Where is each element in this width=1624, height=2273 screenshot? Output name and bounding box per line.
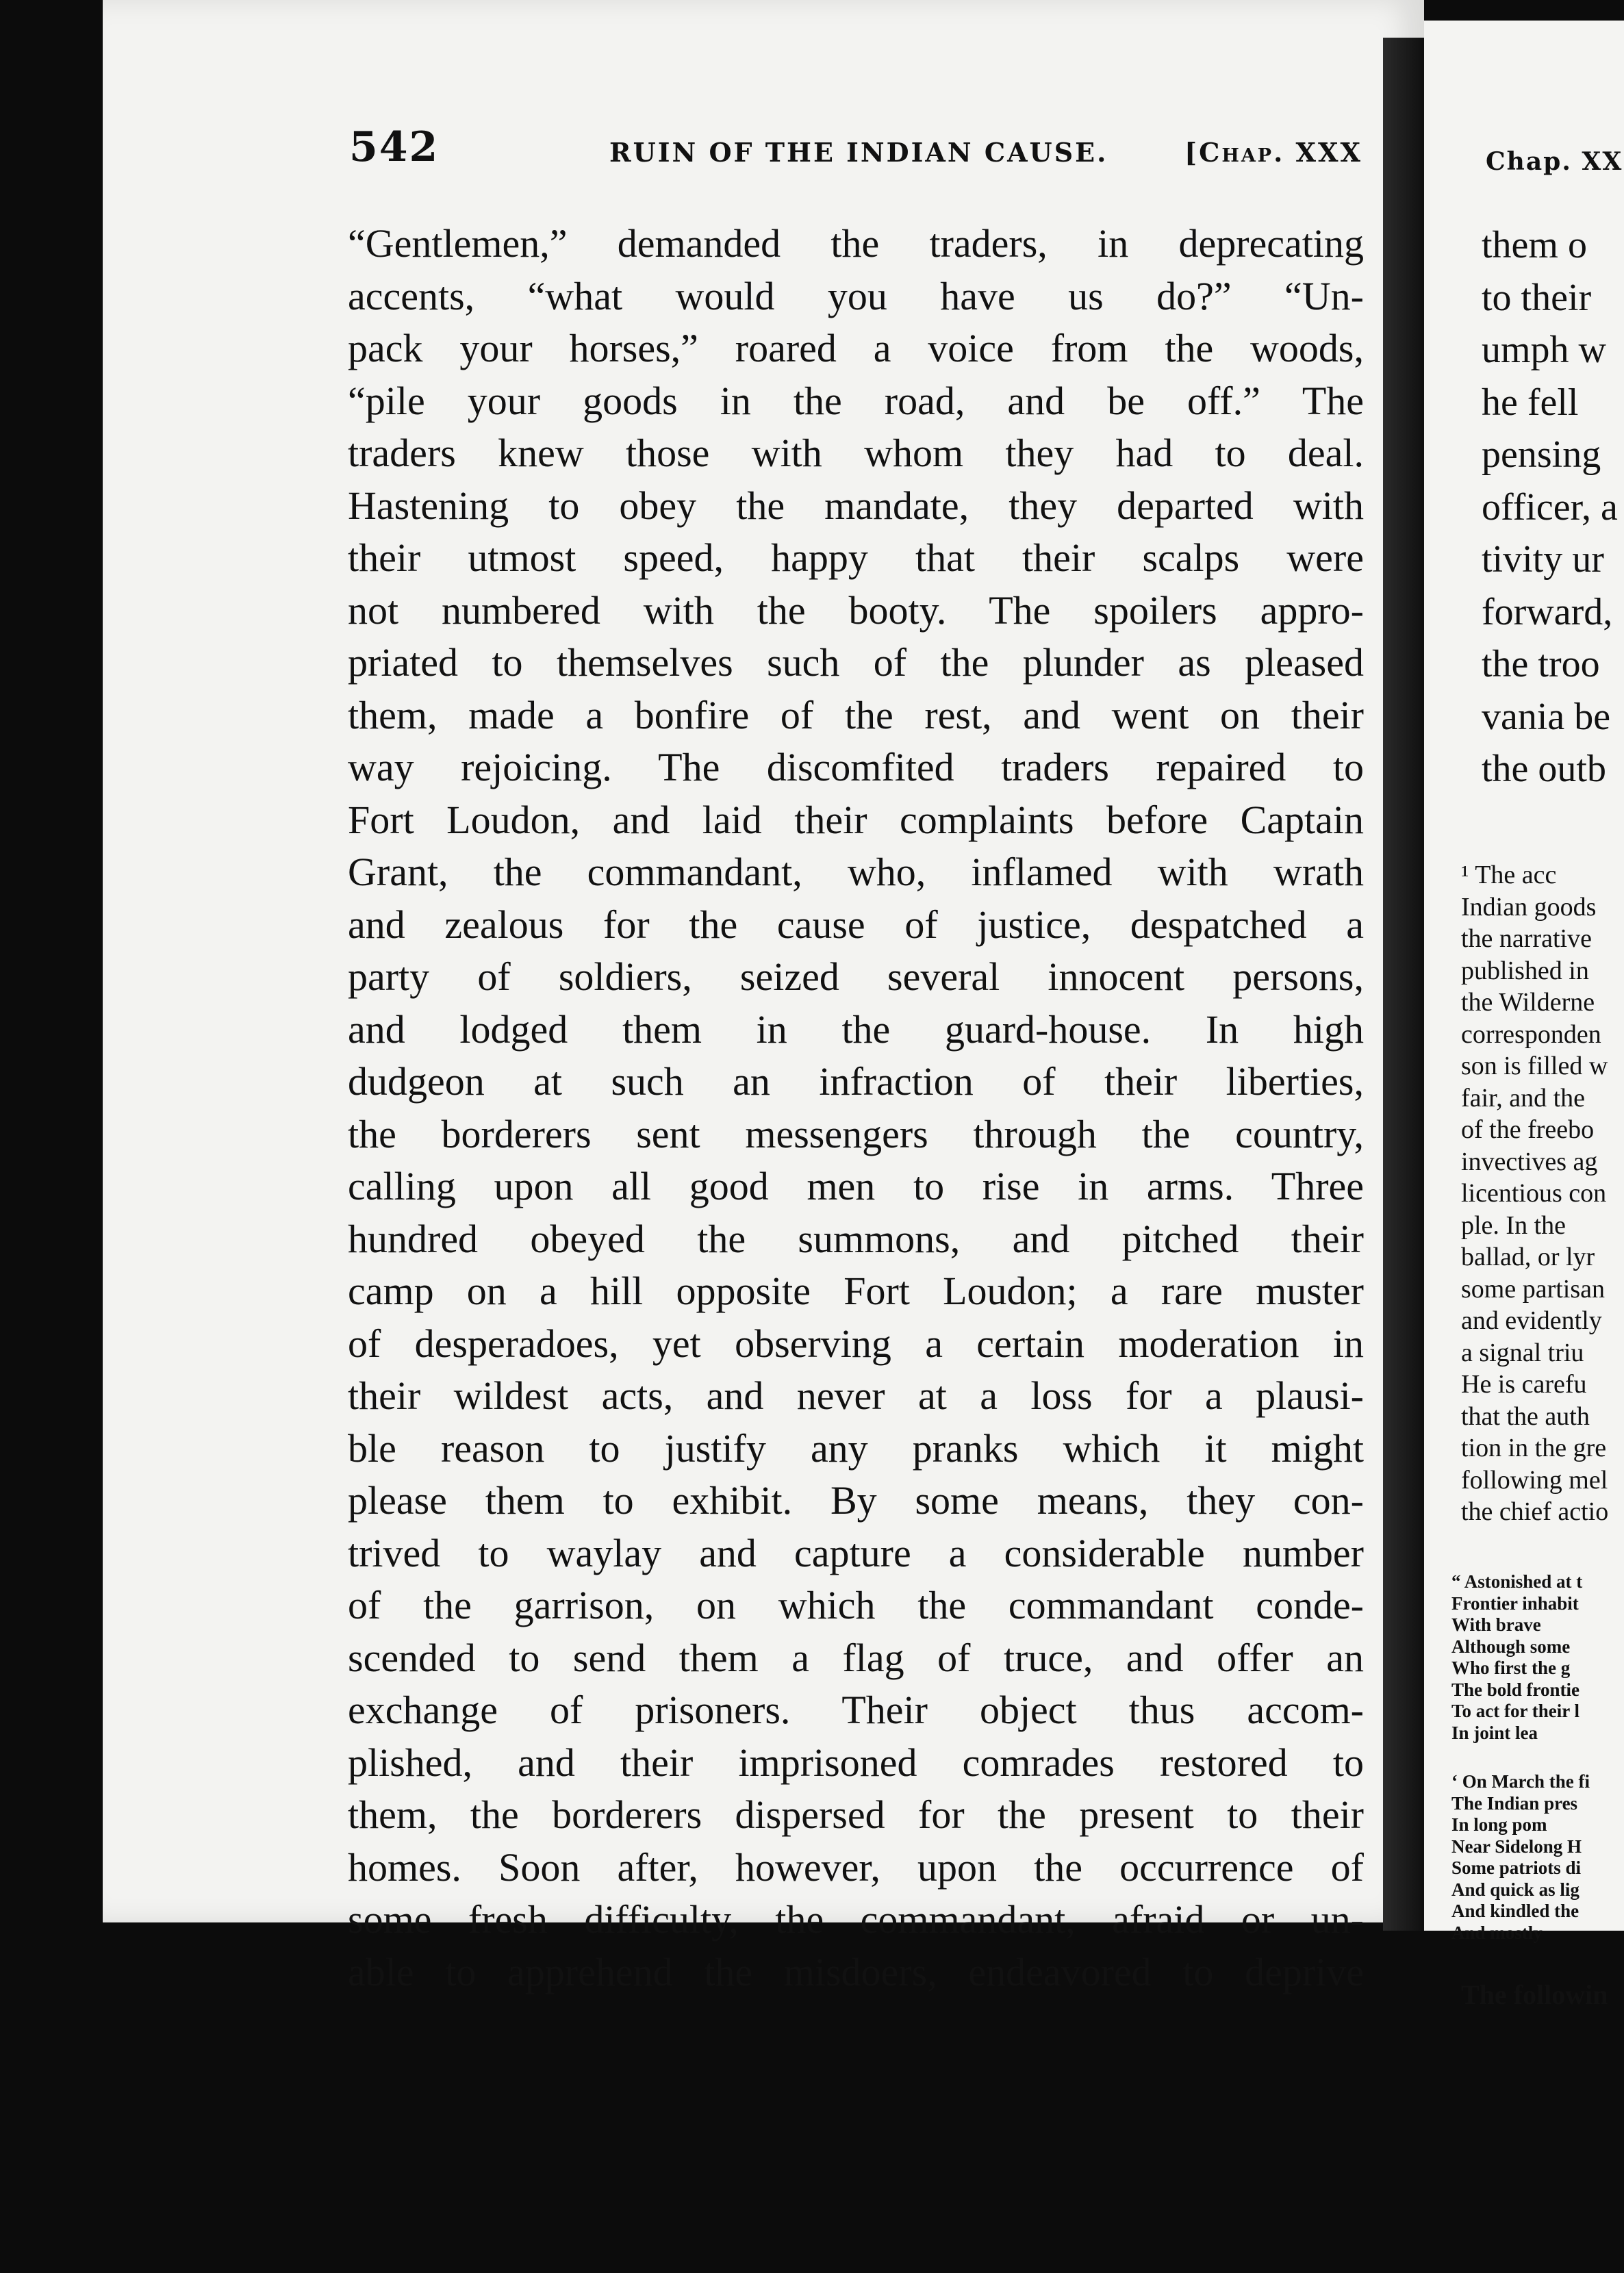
footnote-line: fair, and the [1461,1083,1586,1113]
text-line: calling upon all good men to rise in arms. Three [348,1164,1364,1208]
verse-line: In joint lea [1451,1722,1538,1743]
text-line: Grant, the commandant, who, inflamed with wrath [348,850,1364,894]
verse-line: “ Astonished at t [1451,1571,1583,1592]
footnote-line: ballad, or lyr [1461,1243,1595,1271]
text-line: some fresh difficulty, the commandant, afraid or un- [348,1897,1364,1942]
text-line: plished, and their imprisoned comrades restored to [348,1740,1364,1785]
verse-line: And mostly [1451,1922,1543,1943]
text-line: traders knew those with whom they had to deal. [348,431,1364,475]
verse-line: With brave [1451,1614,1541,1635]
verse-gap [1451,1744,1590,1771]
footnote-line: published in [1461,956,1589,985]
footnote-line: ple. In the [1461,1210,1566,1240]
text-line: their wildest acts, and never at a loss for a plausi- [348,1373,1364,1418]
footnote-line: the narrative [1461,924,1592,953]
text-line: scended to send them a flag of truce, and offer an [348,1635,1364,1680]
text-line: and zealous for the cause of justice, despatched a [348,902,1364,947]
right-page-body [1482,219,1618,796]
text-line: them, made a bonfire of the rest, and went on their [348,692,1364,737]
footnote-line: corresponden [1461,1019,1601,1049]
page-header [349,123,1362,178]
text-line: homes. Soon after, however, upon the occurrence of [348,1844,1364,1890]
footnote-line: Indian goods [1461,892,1597,922]
text-line: way rejoicing. The discomfited traders repaired to [348,745,1364,789]
footnote-line: the chief actio [1461,1497,1609,1526]
text-line: able to apprehend the misdoers, endeavored to deprive [348,1949,1364,1994]
text-line: Fort Loudon, and laid their complaints before Captain [348,797,1364,842]
footnote-line: tion in the gre [1461,1434,1607,1462]
right-page-text-line: umph w [1482,329,1606,371]
text-line: them, the borderers dispersed for the present to their [348,1792,1364,1837]
footnote-line: and evidently [1461,1306,1602,1335]
footnote-line: invectives ag [1461,1147,1598,1176]
verse-line: In long pom [1451,1814,1547,1835]
right-page [1424,21,1624,2010]
text-line: Hastening to obey the mandate, they departed with [348,483,1364,528]
verse-line: The bold frontie [1451,1679,1580,1700]
footnote-line: He is carefu [1461,1370,1587,1399]
verse-line: Some patriots di [1451,1857,1581,1878]
verse-line: Who first the g [1451,1658,1571,1678]
right-page-text-line: officer, a [1482,485,1618,529]
body-text [348,218,1364,1998]
text-line: exchange of prisoners. Their object thus accom- [348,1688,1364,1732]
footnote-line: that the auth [1461,1401,1590,1431]
verse-line: Frontier inhabit [1451,1592,1579,1614]
text-line: and lodged them in the guard-house. In high [348,1006,1364,1052]
text-line: their utmost speed, happy that their scalps were [348,535,1364,580]
text-line: not numbered with the booty. The spoilers appro- [348,587,1364,633]
footnote-line: of the freebo [1461,1115,1595,1144]
text-line: pack your horses,” roared a voice from the woods, [348,326,1364,370]
right-page-text-line: the troo [1482,643,1600,685]
running-title: RUIN OF THE INDIAN CAUSE. [609,137,1108,168]
text-line: trived to waylay and capture a considerable number [348,1530,1364,1575]
footnote-line: licentious con [1461,1179,1607,1208]
chapter-reference: [Chap. XXX [1184,137,1362,168]
text-line: of desperadoes, yet observing a certain moderation in [348,1321,1364,1366]
text-line: please them to exhibit. By some means, they con- [348,1478,1364,1523]
right-page-text-line: forward, [1482,590,1613,633]
right-page-text-line: tivity ur [1482,538,1604,581]
text-line: hundred obeyed the summons, and pitched their [348,1216,1364,1261]
right-page-header: Chap. XX [1486,147,1623,176]
right-page-verse [1451,1571,1590,1944]
text-line: the borderers sent messengers through the country, [348,1111,1364,1156]
text-line: camp on a hill opposite Fort Loudon; a rare muster [348,1269,1364,1313]
text-line: of the garrison, on which the commandant conde- [348,1583,1364,1627]
verse-line: And kindled the [1451,1901,1579,1921]
verse-line: To act for their l [1451,1701,1579,1721]
footnote-line: son is filled w [1461,1052,1608,1080]
text-line: ble reason to justify any pranks which it might [348,1425,1364,1471]
text-line: “Gentlemen,” demanded the traders, in deprecating [348,221,1364,266]
text-line: dudgeon at such an infraction of their liberties, [348,1059,1364,1104]
text-line: accents, “what would you have us do?” “Un- [348,273,1364,318]
text-line: priated to themselves such of the plunder as pleased [348,640,1364,685]
right-page-footnote [1461,859,1608,1528]
right-page-text-line: them o [1482,224,1587,266]
footnote-line: the Wilderne [1461,988,1595,1017]
footnote-line: a signal triu [1461,1338,1584,1367]
verse-line: ‘ On March the fi [1451,1771,1590,1792]
right-page-last-line: The followin [1461,1979,1608,2010]
verse-line: Although some [1451,1636,1571,1657]
page-number: 542 [349,123,440,171]
right-page-text-line: pensing [1482,433,1601,476]
footnote-line: following mel [1461,1465,1608,1495]
right-page-text-line: to their [1482,276,1592,319]
right-page-text-line: vania be [1482,695,1611,738]
right-page-text-line: he fell [1482,381,1579,424]
footnote-line: ¹ The acc [1461,861,1557,889]
verse-line: The Indian pres [1451,1792,1578,1814]
text-line: party of soldiers, seized several innocent persons, [348,954,1364,999]
verse-line: And quick as lig [1451,1879,1579,1900]
text-line: “pile your goods in the road, and be off.” The [348,378,1364,423]
footnote-line: some partisan [1461,1274,1606,1304]
verse-line: Near Sidelong H [1451,1836,1582,1857]
right-page-text-line: the outb [1482,748,1606,790]
